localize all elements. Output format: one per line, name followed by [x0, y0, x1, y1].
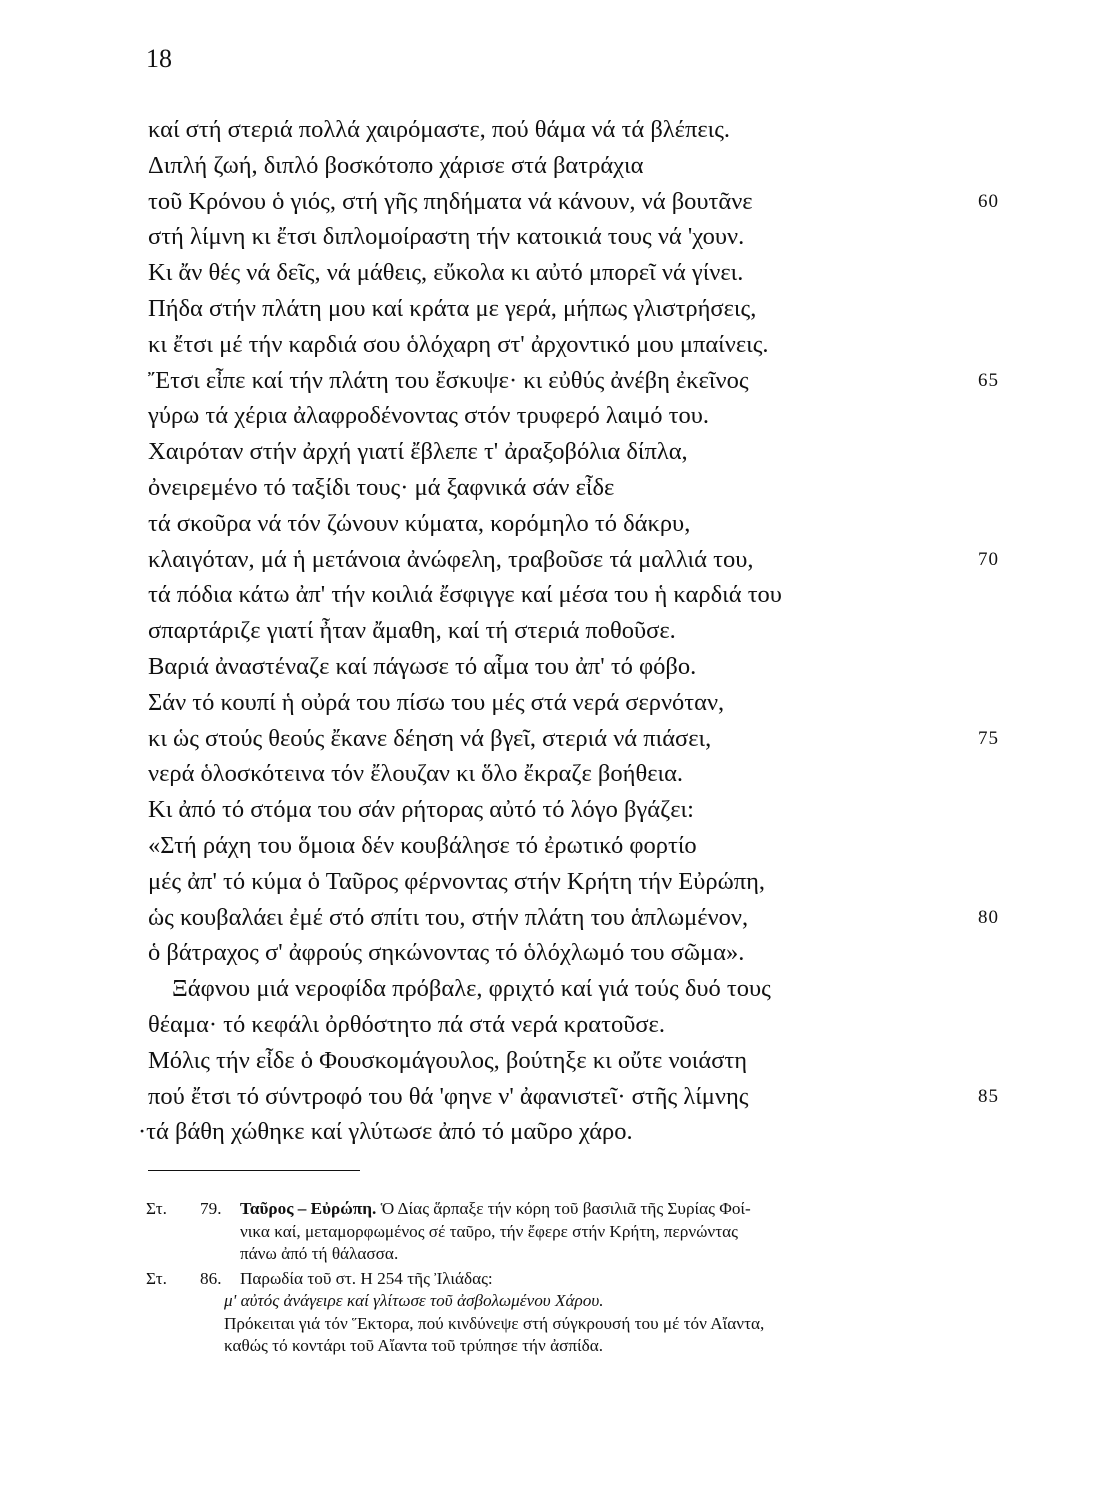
verse-line [148, 792, 988, 828]
verse-text: Διπλή ζωή, διπλό βοσκότοπο χάρισε στά βατράχια [148, 151, 644, 179]
verse-text: πού ἔτσι τό σύντροφό του θά 'φηνε ν' ἀφανιστεῖ· στῆς λίμνης [148, 1082, 749, 1110]
verse-line [148, 900, 999, 936]
page-number: 18 [146, 44, 172, 73]
verse-text: Χαιρόταν στήν ἀρχή γιατί ἔβλεπε τ' ἀραξοβόλια δίπλα, [148, 438, 688, 466]
verse-text: κλαιγόταν, μά ἡ μετάνοια ἀνώφελη, τραβοῦσε τά μαλλιά του, [148, 545, 754, 573]
footnote-verse-79 [146, 1198, 996, 1266]
verse-number: 70 [978, 548, 999, 570]
footnote-label: Στ. [146, 1199, 167, 1218]
verse-text: Ἔτσι εἶπε καί τήν πλάτη του ἔσκυψε· κι εὐθύς ἀνέβη ἐκεῖνος [148, 366, 749, 394]
verse-line [148, 935, 988, 971]
verse-line [148, 613, 988, 649]
verse-line [138, 1114, 988, 1150]
verse-text: ὡς κουβαλάει ἐμέ στό σπίτι του, στήν πλάτη του ἁπλωμένον, [148, 903, 749, 931]
verse-text: κι ὡς στούς θεούς ἔκανε δέηση νά βγεῖ, στεριά νά πιάσει, [148, 724, 712, 752]
verse-line [148, 255, 988, 291]
footnote-explanation: Πρόκειται γιά τόν Ἕκτορα, πού κινδύνεψε στή σύγκρουσή του μέ τόν Αἴαντα, [224, 1313, 765, 1333]
footnote-ref: 79. [200, 1199, 222, 1218]
verse-line [148, 649, 988, 685]
verse-line [148, 577, 988, 613]
verse-text: τά πόδια κάτω ἀπ' τήν κοιλιά ἔσφιγγε καί μέσα του ἡ καρδιά του [148, 581, 782, 609]
verse-line [148, 1043, 988, 1079]
footnotes [146, 1198, 996, 1360]
verse-line [148, 363, 999, 399]
verse-text: Κι ἄν θές νά δεῖς, νά μάθεις, εὔκολα κι αὐτό μπορεῖ νά γίνει. [148, 259, 744, 287]
verse-text: κι ἔτσι μέ τήν καρδιά σου ὁλόχαρη στ' ἀρχοντικό μου μπαίνεις. [148, 330, 769, 358]
verse-text: μές ἀπ' τό κύμα ὁ Ταῦρος φέρνοντας στήν Κρήτη τήν Εὐρώπη, [148, 867, 766, 895]
footnote-text: Ὁ Δίας ἅρπαξε τήν κόρη τοῦ βασιλιᾶ τῆς Συρίας Φοί- [380, 1199, 751, 1218]
verse-text: Βαριά ἀναστέναζε καί πάγωσε τό αἷμα του ἀπ' τό φόβο. [148, 652, 697, 680]
verse-text: στή λίμνη κι ἔτσι διπλομοίραστη τήν κατοικιά τους νά 'χουν. [148, 223, 745, 251]
verse-line [148, 828, 988, 864]
verse-text: γύρω τά χέρια ἀλαφροδένοντας στόν τρυφερό λαιμό του. [148, 402, 709, 430]
verse-line [148, 470, 988, 506]
verse-line [148, 327, 988, 363]
verse-line [148, 184, 999, 220]
footnote-divider [148, 1170, 360, 1171]
verse-text: Μόλις τήν εἶδε ὁ Φουσκομάγουλος, βούτηξε κι οὔτε νοιάστη [148, 1046, 748, 1074]
verse-number: 85 [978, 1085, 999, 1107]
footnote-term: Ταῦρος – Εὐρώπη. [240, 1199, 377, 1218]
verse-text: θέαμα· τό κεφάλι ὀρθόστητο πά στά νερά κρατοῦσε. [148, 1010, 665, 1038]
verse-line [148, 148, 988, 184]
verse-text: τά σκοῦρα νά τόν ζώνουν κύματα, κορόμηλο τό δάκρυ, [148, 509, 691, 537]
footnote-continuation: πάνω ἀπό τή θάλασσα. [240, 1244, 399, 1263]
verse-text: Πήδα στήν πλάτη μου καί κράτα με γερά, μήπως γλιστρήσεις, [148, 294, 757, 322]
verse-line [148, 971, 988, 1007]
verse-line [148, 542, 999, 578]
verse-line [148, 685, 988, 721]
verse-text: ὀνειρεμένο τό ταξίδι τους· μά ξαφνικά σάν εἶδε [148, 473, 615, 501]
verse-line [148, 506, 988, 542]
verse-text: Κι ἀπό τό στόμα του σάν ρήτορας αὐτό τό λόγο βγάζει: [148, 796, 694, 824]
verse-line [148, 434, 988, 470]
footnote-explanation: καθώς τό κοντάρι τοῦ Αἴαντα τοῦ τρύπησε τήν ἀσπίδα. [224, 1336, 604, 1355]
footnote-verse-86 [146, 1268, 996, 1358]
verse-number: 75 [978, 727, 999, 749]
verse-text: «Στή ράχη του ὅμοια δέν κουβάλησε τό ἐρωτικό φορτίο [148, 831, 697, 859]
verse-line [148, 721, 999, 757]
verse-text: σπαρτάριζε γιατί ἦταν ἄμαθη, καί τή στεριά ποθοῦσε. [148, 617, 676, 645]
footnote-ref: 86. [200, 1268, 222, 1288]
verse-text: ὁ βάτραχος σ' ἀφρούς σηκώνοντας τό ὁλόχλωμό του σῶμα». [148, 939, 745, 967]
verse-line [148, 112, 988, 148]
footnote-text: Παρωδία τοῦ στ. Η 254 τῆς Ἰλιάδας: [240, 1268, 493, 1288]
verse-line [148, 398, 988, 434]
verse-line [148, 1079, 999, 1115]
footnote-continuation: νικα καί, μεταμορφωμένος σέ ταῦρο, τήν ἔφερε στήν Κρήτη, περνώντας [240, 1221, 738, 1241]
verse-text: νερά ὁλοσκότεινα τόν ἔλουζαν κι ὅλο ἔκραζε βοήθεια. [148, 760, 684, 788]
verse-text: τοῦ Κρόνου ὁ γιός, στή γῆς πηδήματα νά κάνουν, νά βουτᾶνε [148, 187, 753, 215]
verse-text: Σάν τό κουπί ἡ οὐρά του πίσω του μές στά νερά σερνόταν, [148, 688, 725, 716]
verse-text: ·τά βάθη χώθηκε καί γλύτωσε ἀπό τό μαῦρο χάρο. [138, 1118, 633, 1146]
verse-line [148, 1007, 988, 1043]
verse-line [148, 291, 988, 327]
verse-text: Ξάφνου μιά νεροφίδα πρόβαλε, φριχτό καί γιά τούς δυό τους [172, 975, 771, 1003]
footnote-label: Στ. [146, 1268, 167, 1288]
footnote-quote: μ' αὐτός ἀνάγειρε καί γλίτωσε τοῦ ἀσβολωμένου Χάρου. [224, 1291, 604, 1310]
verse-line [148, 864, 988, 900]
verse-number: 80 [978, 906, 999, 928]
verse-text: καί στή στεριά πολλά χαιρόμαστε, πού θάμα νά τά βλέπεις. [148, 116, 731, 143]
poem-text [138, 112, 999, 1150]
verse-number: 60 [978, 190, 999, 212]
verse-line [148, 756, 988, 792]
verse-number: 65 [978, 369, 999, 391]
verse-line [148, 219, 988, 255]
